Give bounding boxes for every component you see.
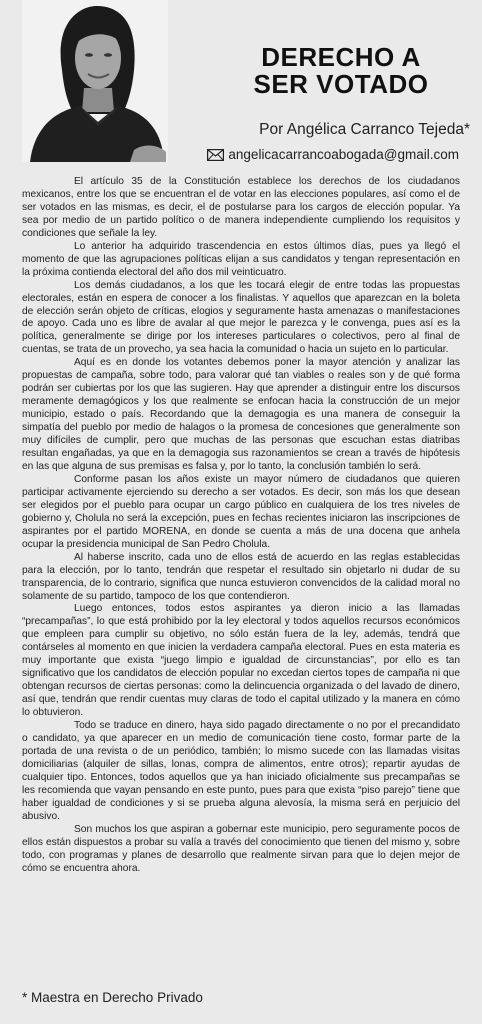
article-paragraph: El artículo 35 de la Constitución establece los derechos de los ciudadanos mexicanos, entre los que se encuentran el de votar en las elecciones populares, así como el de ser votados en las mismas, es decir, el de postularse para los cargos de elección popular. Ya sea por medio de un partido político o de manera independiente cumpliendo los requisitos y condiciones que señale la ley. bbox=[22, 176, 460, 239]
author-byline: Por Angélica Carranco Tejeda* bbox=[259, 121, 470, 138]
author-portrait-image bbox=[22, 0, 168, 162]
article-paragraph: Aquí es en donde los votantes debemos poner la mayor atención y analizar las propuestas de campaña, sobre todo, para valorar qué tan viables o reales son y de qué forma podrán ser cubiertas por los que las sugieren. Hay que aprender a distinguir entre los discursos meramente demagógicos y los que realmente se enfocan hacia la construcción de un mejor municipio, estado o país. Recordando que la demagogia es una manera de conseguir la simpatía del pueblo por medio de halagos o la promesa de concesiones que generalmente son muy difíciles de cumplir, pero que muchas de las personas que escuchan estas diatribas resultan engañadas, ya que en la demagogia sus razonamientos se crean a través de hipótesis en las que alguna de sus premisas es falsa y, por lo tanto, la conclusión también lo será. bbox=[22, 357, 460, 472]
article-paragraph: Luego entonces, todos estos aspirantes ya dieron inicio a las llamadas “precampañas”, lo que está prohibido por la ley electoral y todos aquellos recursos económicos que empleen para cumplir su objetivo, no sólo están fuera de la ley, además, tendrá que contárseles al momento en que inicien la verdadera campaña electoral. Pues en esta materia es muy importante que exista “juego limpio e igualdad de circunstancias”, por ello es tan significativo que los candidatos de elección popular no excedan ciertos topes de campaña ni que obtengan recursos de ciertas personas: como la delincuencia organizada o del lavado de dinero, así que, tendrán que rendir cuentas muy claras de todo el capital utilizado y la manera en cómo lo obtuvieron. bbox=[22, 603, 460, 719]
article-paragraph: Conforme pasan los años existe un mayor número de ciudadanos que quieren participar activamente ejerciendo su derecho a ser votados. Es decir, son más los que desean ser elegidos por el pueblo para ocupar un cargo público en cualquiera de los tres niveles de gobierno y, Cholula no será la excepción, pues en fechas recientes iniciaron las inscripciones de aspirantes por el partido MORENA, en donde se cuenta a más de una docena que anhela ocupar la presidencia municipal de San Pedro Cholula. bbox=[22, 473, 460, 550]
author-footnote: * Maestra en Derecho Privado bbox=[22, 990, 203, 1005]
author-photo bbox=[22, 0, 168, 162]
article-paragraph: Al haberse inscrito, cada uno de ellos está de acuerdo en las reglas establecidas para la elección, por lo tanto, tendrán que respetar el resultado sin objetarlo ni dudar de su transparencia, de lo contrario, significa que nunca estuvieron convencidos de la calidad moral no solamente de su partido, tampoco de los que contendieron. bbox=[22, 551, 460, 602]
author-email-row bbox=[207, 147, 459, 162]
headline-line-2: SER VOTADO bbox=[253, 69, 429, 99]
headline-line-1: DERECHO A bbox=[261, 42, 421, 72]
article-body bbox=[22, 176, 460, 875]
article-paragraph: Todo se traduce en dinero, haya sido pagado directamente o no por el precandidato o candidato, ya que aparecer en un medio de comunicación tiene costo, formar parte de la portada de una revista o de un periódico, también; lo mismo sucede con las llamadas visitas domiciliarias (alquiler de sillas, lonas, compra de alimentos, entre otros); repartir ayudas de cualquier tipo. Entonces, todos aquellos que ya han iniciado oficialmente sus precampañas se les recomienda que vayan pensando en este punto, pues para que exista “piso parejo” tiene que haber igualdad de condiciones y si se prueba alguna alevosía, la misma será en perjuicio del abusivo. bbox=[22, 720, 460, 822]
envelope-icon bbox=[207, 149, 224, 161]
article-paragraph: Los demás ciudadanos, a los que les tocará elegir de entre todas las propuestas electorales, están en espera de conocer a los finalistas. Y aquellos que aparezcan en la boleta de elección serán objeto de críticas, elogios y seguramente hasta amenazas o manifestaciones de apoyo. Cada uno es libre de avalar al que mejor le parezca y le convenga, pues así es la política, generalmente se dirige por los intereses particulares o colectivos, pero al final de cuentas, se trata de un provecho, ya sea hacia la comunidad o hacia un sujeto en lo particular. bbox=[22, 279, 460, 356]
article-paragraph: Lo anterior ha adquirido trascendencia en estos últimos días, pues ya llegó el momento de que las agrupaciones políticas elijan a sus candidatos y tengan representación en la próxima contienda electoral del año dos mil veinticuatro. bbox=[22, 240, 460, 278]
headline bbox=[200, 44, 482, 98]
article-paragraph: Son muchos los que aspiran a gobernar este municipio, pero seguramente pocos de ellos están dispuestos a probar su valía a través del conocimiento que tienen del mismo y, sobre todo, con programas y planes de desarrollo que realmente sirvan para que lo dejen mejor de cómo se encuentra ahora. bbox=[22, 823, 460, 874]
author-email[interactable]: angelicacarrancoabogada@gmail.com bbox=[228, 147, 459, 162]
